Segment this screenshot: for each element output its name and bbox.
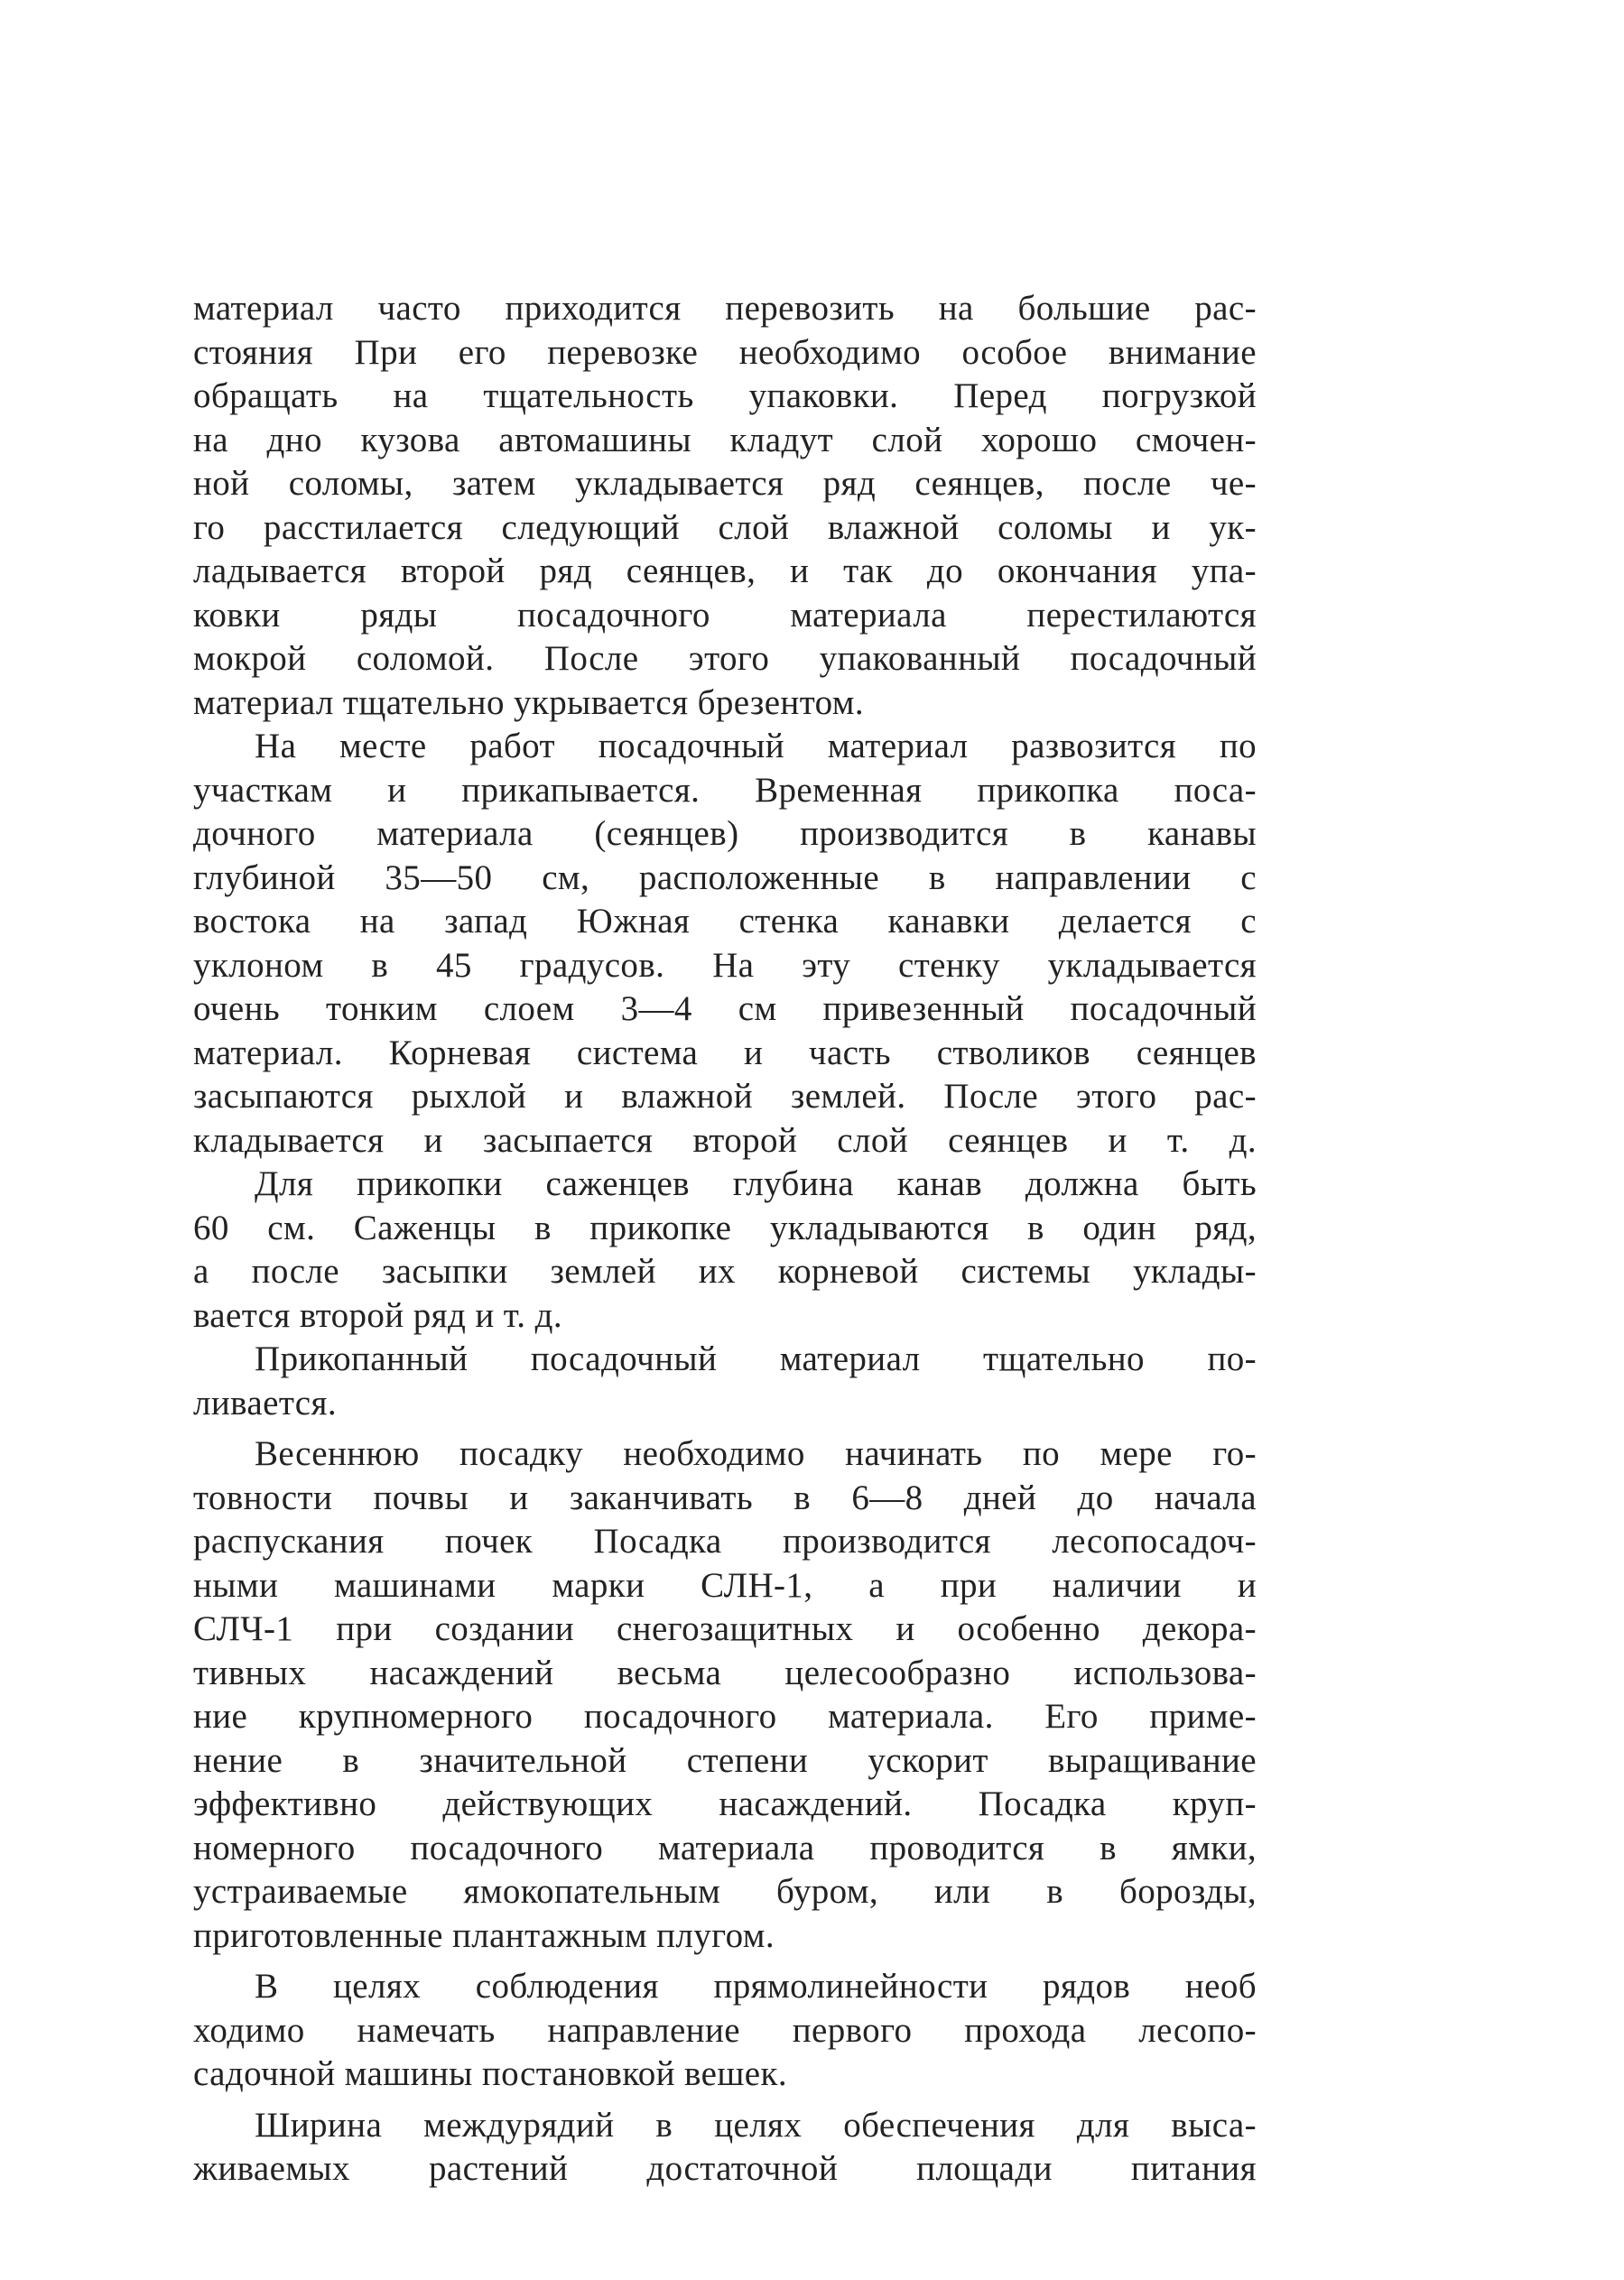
paragraph	[193, 1965, 1257, 2097]
paragraph	[193, 1338, 1257, 1425]
paragraph	[193, 725, 1257, 1163]
text-line: участкам и прикапывается. Временная прикопка поса-	[193, 770, 1257, 810]
text-line: востока на запад Южная стенка канавки делается с	[193, 902, 1257, 941]
text-line: СЛЧ-1 при создании снегозащитных и особенно декора-	[193, 1609, 1257, 1648]
text-line: стояния При его перевозке необходимо особое внимание	[193, 332, 1257, 372]
text-line: материал часто приходится перевозить на большие рас-	[193, 289, 1257, 328]
text-line: В целях соблюдения прямолинейности рядов необ	[255, 1967, 1257, 2006]
text-line: дочного материала (сеянцев) производится в канавы	[193, 814, 1257, 853]
text-line: приготовленные плантажным плугом.	[193, 1915, 775, 1955]
text-line: устраиваемые ямокопательным буром, или в борозды,	[193, 1872, 1257, 1911]
text-line: нение в значительной степени ускорит выращивание	[193, 1740, 1257, 1780]
text-line: очень тонким слоем 3—4 см привезенный посадочный	[193, 989, 1257, 1028]
text-line: эффективно действующих насаждений. Посадка круп-	[193, 1784, 1257, 1823]
text-line: живаемых растений достаточной площади питания	[193, 2149, 1257, 2188]
text-line: а после засыпки землей их корневой системы уклады-	[193, 1252, 1257, 1291]
text-line: материал тщательно укрывается брезентом.	[193, 682, 865, 722]
paragraph	[193, 2104, 1257, 2192]
text-line: садочной машины постановкой вешек.	[193, 2054, 787, 2093]
text-line: материал. Корневая система и часть стволиков сеянцев	[193, 1033, 1257, 1072]
paragraph-spacing	[193, 1958, 1257, 1965]
text-line: ной соломы, затем укладывается ряд сеянцев, после че-	[193, 464, 1257, 503]
text-line: распускания почек Посадка производится лесопосадоч-	[193, 1522, 1257, 1561]
text-line: На месте работ посадочный материал развозится по	[255, 727, 1257, 765]
text-line: Прикопанный посадочный материал тщательно по-	[255, 1339, 1257, 1378]
text-line: засыпаются рыхлой и влажной землей. После этого рас-	[193, 1077, 1257, 1116]
text-line: глубиной 35—50 см, расположенные в направлении с	[193, 857, 1257, 897]
page-text	[193, 287, 1257, 2192]
text-line: Весеннюю посадку необходимо начинать по мере го-	[255, 1434, 1257, 1473]
text-line: обращать на тщательность упаковки. Перед погрузкой	[193, 376, 1257, 415]
text-line: тивных насаждений весьма целесообразно использова-	[193, 1653, 1257, 1692]
text-line: 60 см. Саженцы в прикопке укладываются в один ряд,	[193, 1208, 1257, 1247]
text-line: го расстилается следующий слой влажной соломы и ук-	[193, 507, 1257, 547]
text-line: Для прикопки саженцев глубина канав должна быть	[255, 1164, 1257, 1203]
text-line: кладывается и засыпается второй слой сеянцев и т. д.	[193, 1120, 1257, 1160]
text-line: ладывается второй ряд сеянцев, и так до окончания упа-	[193, 551, 1257, 590]
text-line: ковки ряды посадочного материала перестилаются	[193, 595, 1257, 635]
paragraph	[193, 1163, 1257, 1338]
text-line: товности почвы и заканчивать в 6—8 дней до начала	[193, 1478, 1257, 1517]
text-line: ливается.	[193, 1383, 337, 1423]
text-line: ние крупномерного посадочного материала. Его приме-	[193, 1697, 1257, 1736]
paragraph	[193, 287, 1257, 725]
text-line: вается второй ряд и т. д.	[193, 1295, 562, 1335]
text-line: уклоном в 45 градусов. На эту стенку укладывается	[193, 945, 1257, 985]
paragraph	[193, 1432, 1257, 1958]
paragraph-spacing	[193, 2097, 1257, 2104]
text-line: ными машинами марки СЛН-1, а при наличии и	[193, 1565, 1257, 1605]
text-line: Ширина междурядий в целях обеспечения для выса-	[255, 2105, 1257, 2145]
paragraph-spacing	[193, 1425, 1257, 1432]
text-line: мокрой соломой. После этого упакованный посадочный	[193, 639, 1257, 678]
text-line: номерного посадочного материала проводится в ямки,	[193, 1828, 1257, 1868]
text-line: на дно кузова автомашины кладут слой хорошо смочен-	[193, 420, 1257, 459]
text-line: ходимо намечать направление первого прохода лесопо-	[193, 2010, 1257, 2050]
